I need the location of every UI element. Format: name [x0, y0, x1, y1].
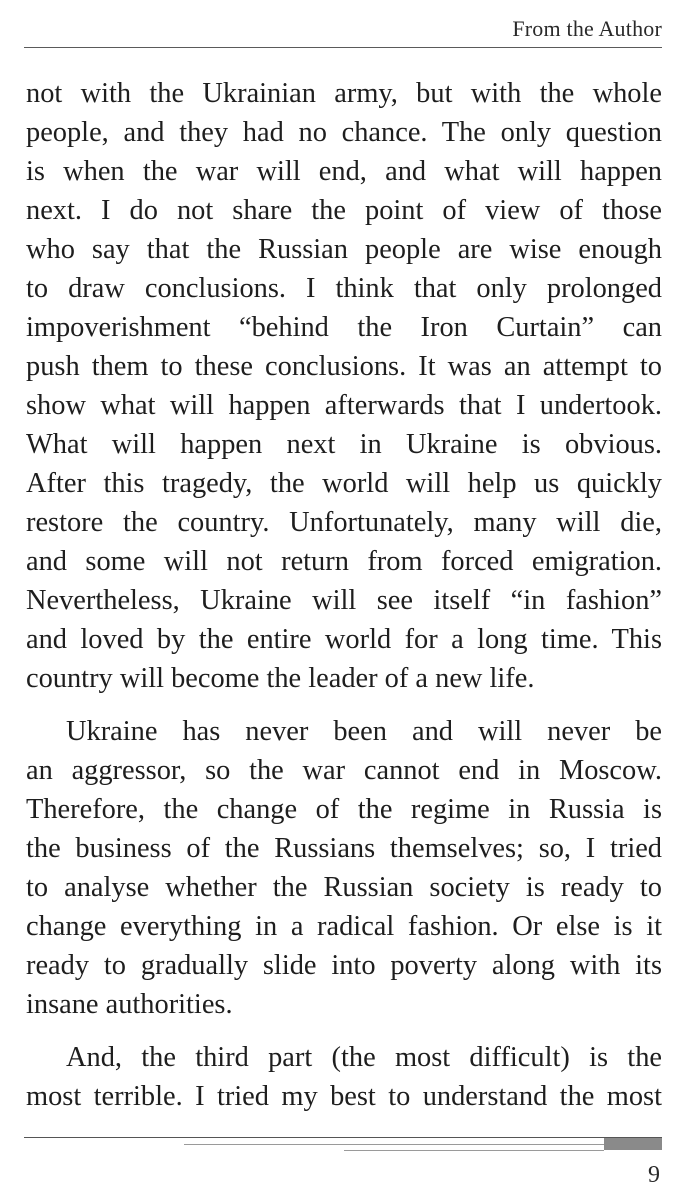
- text-line: the business of the Russians themselves; so, I tried: [26, 833, 662, 864]
- text-line: ready to gradually slide into poverty along with its: [26, 950, 662, 981]
- text-line: to draw conclusions. I think that only prolonged: [26, 273, 662, 304]
- running-header-title: From the Author: [512, 16, 662, 41]
- footer-divider: [24, 1137, 662, 1138]
- text-line: and some will not return from forced emigration.: [26, 546, 662, 577]
- footer-accent-bar: [604, 1138, 662, 1150]
- text-line: not with the Ukrainian army, but with the whole: [26, 78, 662, 109]
- footer-decorative-rule: [184, 1144, 604, 1145]
- text-line: most terrible. I tried my best to understand the most: [26, 1081, 662, 1112]
- text-line: impoverishment “behind the Iron Curtain” can: [26, 312, 662, 343]
- text-line: restore the country. Unfortunately, many will die,: [26, 507, 662, 538]
- paragraph-1: [26, 74, 662, 698]
- header-divider: [24, 47, 662, 48]
- text-line: Ukraine has never been and will never be: [66, 716, 662, 747]
- text-line: country will become the leader of a new life.: [26, 663, 535, 694]
- page-body: [26, 74, 662, 1116]
- text-line: show what will happen afterwards that I undertook.: [26, 390, 662, 421]
- paragraph-2: [26, 712, 662, 1024]
- page-number: 9: [648, 1162, 660, 1188]
- text-line: After this tragedy, the world will help us quickly: [26, 468, 662, 499]
- text-line: Nevertheless, Ukraine will see itself “in fashion”: [26, 585, 662, 616]
- text-line: people, and they had no chance. The only question: [26, 117, 662, 148]
- text-line: and loved by the entire world for a long time. This: [26, 624, 662, 655]
- text-line: next. I do not share the point of view of those: [26, 195, 662, 226]
- footer-decorative-rule: [344, 1150, 604, 1151]
- text-line: is when the war will end, and what will happen: [26, 156, 662, 187]
- text-line: who say that the Russian people are wise enough: [26, 234, 662, 265]
- paragraph-3: [26, 1038, 662, 1116]
- text-line: What will happen next in Ukraine is obvious.: [26, 429, 662, 460]
- text-line: change everything in a radical fashion. Or else is it: [26, 911, 662, 942]
- text-line: an aggressor, so the war cannot end in Moscow.: [26, 755, 662, 786]
- text-line: insane authorities.: [26, 989, 233, 1020]
- text-line: push them to these conclusions. It was an attempt to: [26, 351, 662, 382]
- text-line: Therefore, the change of the regime in Russia is: [26, 794, 662, 825]
- text-line: And, the third part (the most difficult) is the: [66, 1042, 662, 1073]
- text-line: to analyse whether the Russian society is ready to: [26, 872, 662, 903]
